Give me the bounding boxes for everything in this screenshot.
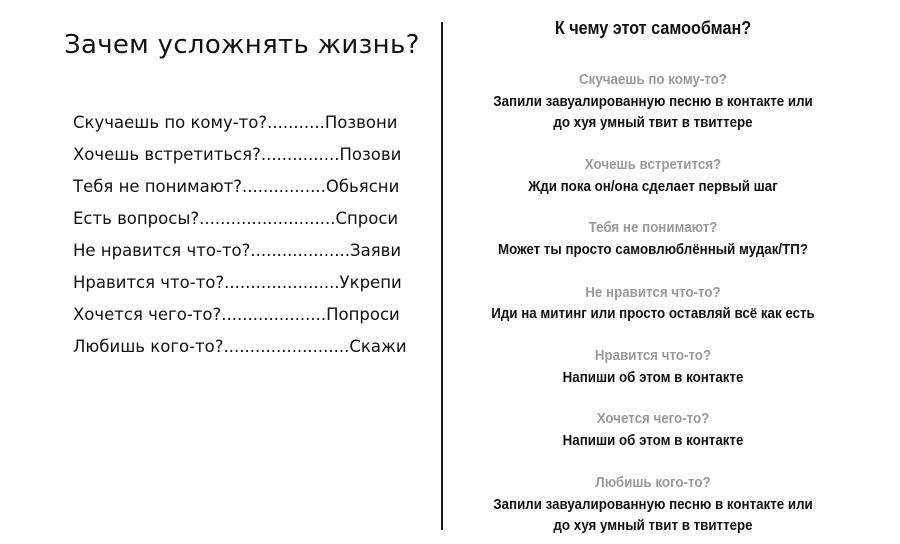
right-question-1: Скучаешь по кому-то?: [579, 72, 727, 88]
right-question-3: Тебя не понимают?: [588, 220, 718, 236]
right-answer-1-line-1: Запили завуалированную песню в контакте или: [493, 94, 813, 110]
right-answer-6: Напиши об этом в контакте: [562, 433, 744, 449]
vertical-divider: [441, 22, 443, 530]
left-list: [73, 110, 407, 366]
left-row-1: Скучаешь по кому-то?...........Позвони: [73, 113, 398, 132]
right-answer-5: Напиши об этом в контакте: [562, 370, 744, 386]
right-question-5: Нравится что-то?: [594, 348, 712, 364]
right-question-6: Хочется чего-то?: [596, 411, 710, 427]
left-row-5: Не нравится что-то?...................Заяви: [73, 241, 402, 260]
right-answer-3: Может ты просто самовлюблённый мудак/ТП?: [497, 242, 809, 258]
left-row-8: Любишь кого-то?........................Скажи: [73, 337, 407, 356]
left-row-7: Хочется чего-то?....................Попроси: [73, 305, 400, 324]
right-answer-2: Жди пока он/она сделает первый шаг: [528, 179, 778, 195]
right-question-7: Любишь кого-то?: [595, 475, 711, 491]
left-row-4: Есть вопросы?..........................Спроси: [73, 209, 399, 228]
right-answer-4: Иди на митинг или просто оставляй всё как есть: [491, 306, 815, 322]
right-answer-1-line-2: до хуя умный твит в твиттере: [553, 115, 753, 131]
left-row-2: Хочешь встретиться?...............Позови: [73, 145, 402, 164]
left-title: Зачем усложнять жизнь?: [64, 30, 420, 60]
left-row-3: Тебя не понимают?................Обьясни: [73, 177, 400, 196]
right-answer-7-line-2: до хуя умный твит в твиттере: [553, 518, 753, 534]
right-title: К чему этот самообман?: [554, 18, 752, 38]
left-row-6: Нравится что-то?......................Укрепи: [73, 273, 402, 292]
right-answer-7-line-1: Запили завуалированную песню в контакте или: [493, 497, 813, 513]
right-question-2: Хочешь встретится?: [584, 157, 722, 173]
right-question-4: Не нравится что-то?: [585, 285, 721, 301]
